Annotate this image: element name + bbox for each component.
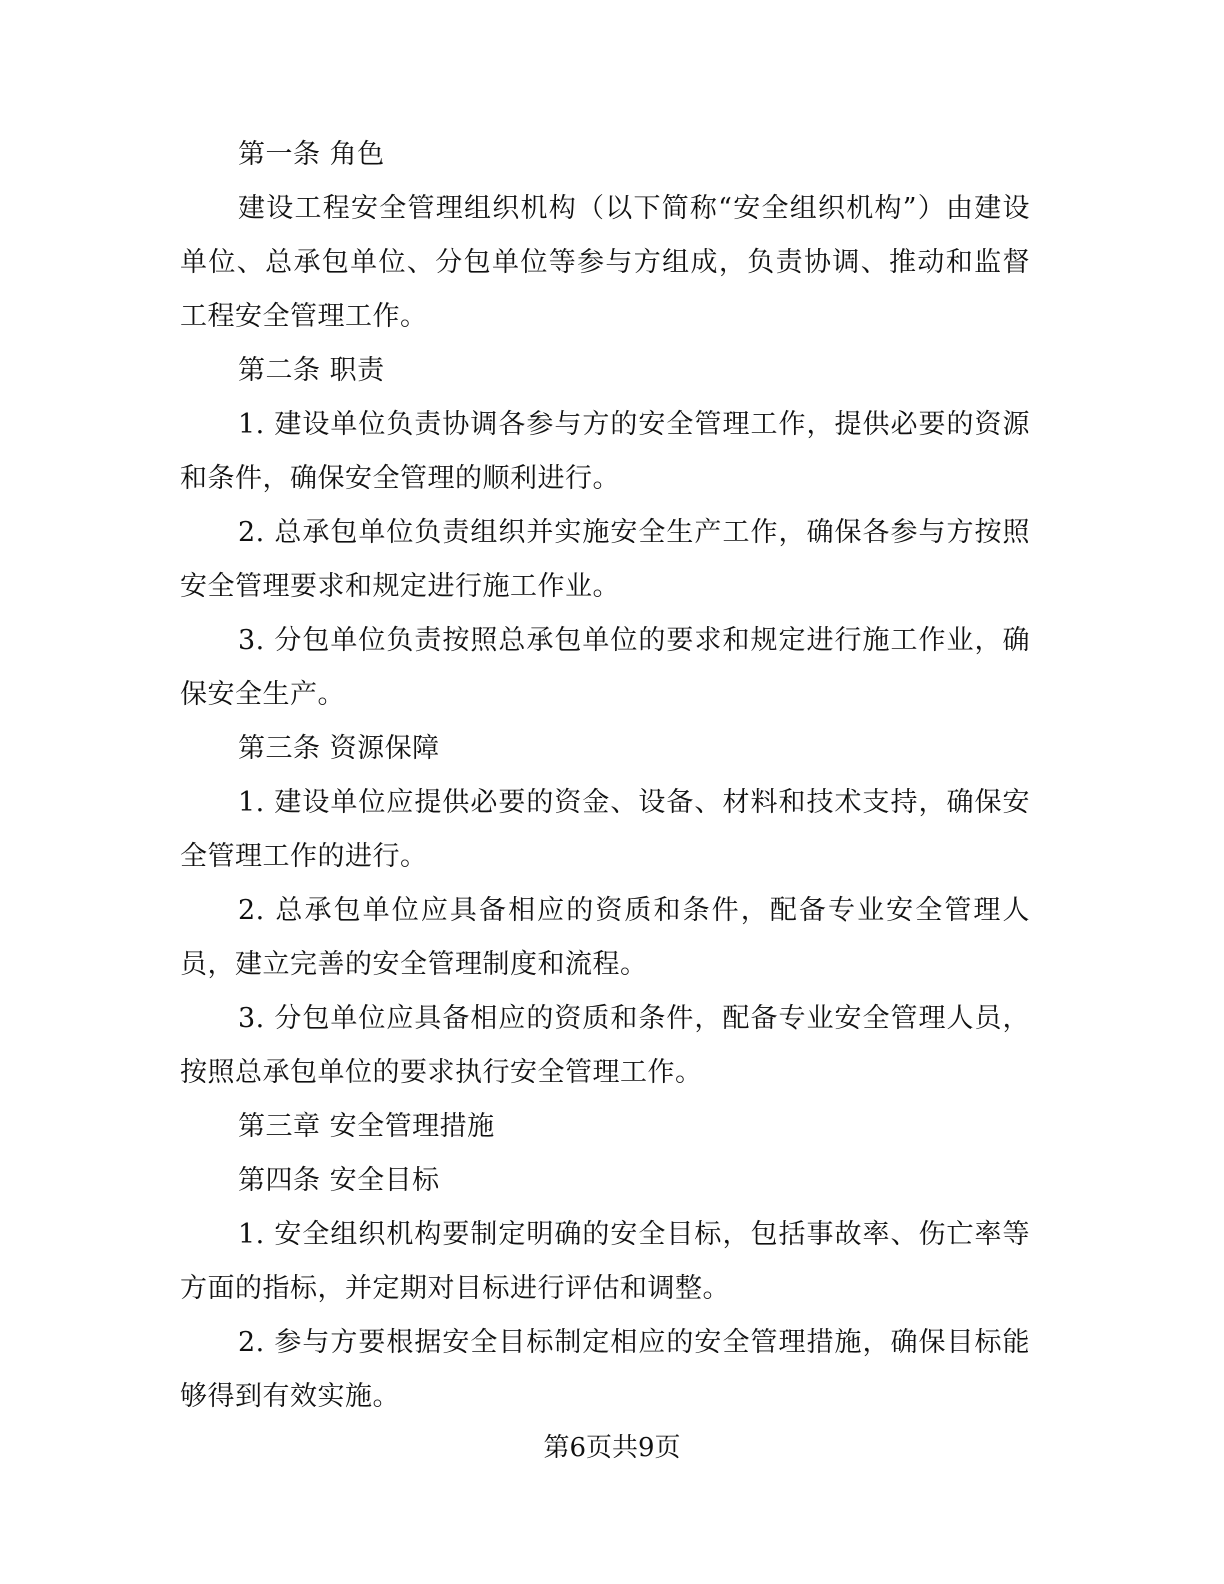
chapter-heading: 第三章 安全管理措施 [238,1111,495,1142]
list-item: 1. 安全组织机构要制定明确的安全目标，包括事故率、伤亡率等方面的指标，并定期对目标进行评估和调整。 [180,1219,1030,1304]
body-paragraph: 建设工程安全管理组织机构（以下简称“安全组织机构”）由建设单位、总承包单位、分包单位等参与方组成，负责协调、推动和监督工程安全管理工作。 [180,193,1030,332]
article-heading: 第二条 职责 [238,355,385,386]
list-item: 1. 建设单位负责协调各参与方的安全管理工作，提供必要的资源和条件，确保安全管理的顺利进行。 [180,409,1030,494]
article-heading: 第三条 资源保障 [238,733,440,764]
list-item: 3. 分包单位应具备相应的资质和条件，配备专业安全管理人员，按照总承包单位的要求执行安全管理工作。 [180,1003,1030,1088]
list-item: 3. 分包单位负责按照总承包单位的要求和规定进行施工作业，确保安全生产。 [180,625,1030,710]
article-heading: 第四条 安全目标 [238,1165,440,1196]
page-number: 第6页共9页 [543,1433,681,1463]
list-item: 2. 总承包单位负责组织并实施安全生产工作，确保各参与方按照安全管理要求和规定进行施工作业。 [180,517,1030,602]
document-body [180,128,1030,1424]
list-item: 1. 建设单位应提供必要的资金、设备、材料和技术支持，确保安全管理工作的进行。 [180,787,1030,872]
list-item: 2. 总承包单位应具备相应的资质和条件，配备专业安全管理人员，建立完善的安全管理制度和流程。 [180,895,1030,980]
list-item: 2. 参与方要根据安全目标制定相应的安全管理措施，确保目标能够得到有效实施。 [180,1327,1030,1412]
article-heading: 第一条 角色 [238,139,385,170]
